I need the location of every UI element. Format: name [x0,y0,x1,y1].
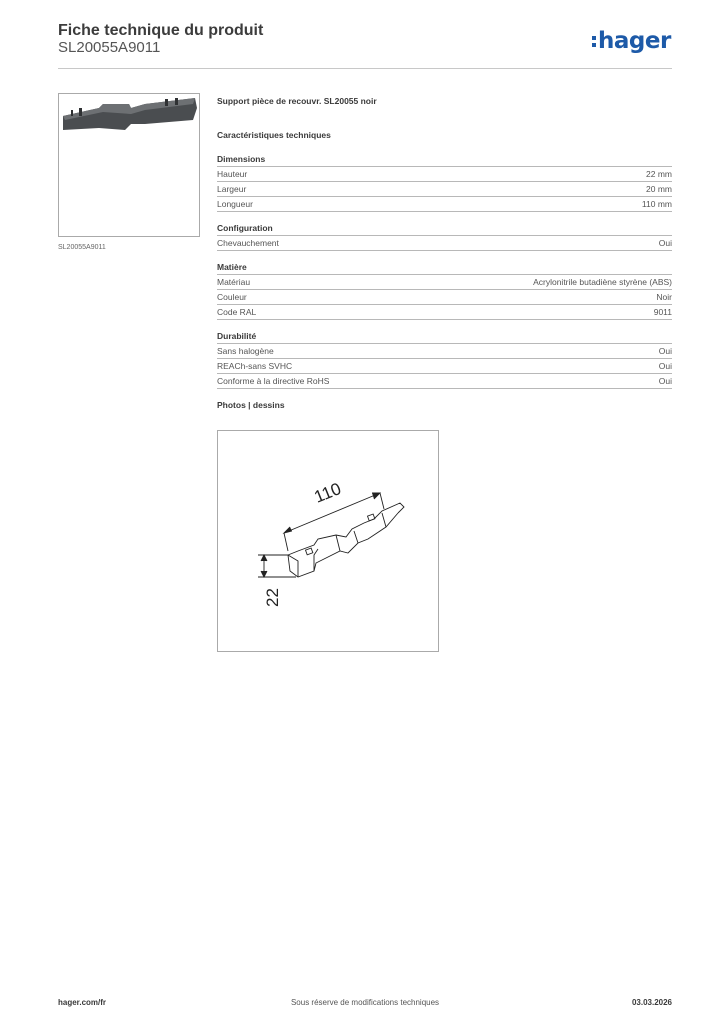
dimension-length-label: 110 [311,478,344,507]
spec-row [217,358,672,373]
spec-row [217,166,672,181]
spec-row [217,343,672,358]
spec-value: Acrylonitrile butadiène styrène (ABS) [533,277,672,287]
page-title: Fiche technique du produit [58,22,264,39]
section-title: Configuration [217,223,273,233]
technical-characteristics-heading: Caractéristiques techniques [217,130,331,140]
spec-label: Matériau [217,277,251,287]
spec-value: 20 mm [646,184,672,194]
spec-value: Oui [658,346,672,356]
hager-logo [592,27,671,55]
thumbnail-caption: SL20055A9011 [58,244,106,251]
section-title: Matière [217,262,247,272]
spec-row [217,196,672,212]
spec-value: 22 mm [646,169,672,179]
dimension-height-label: 22 [263,588,282,607]
header-divider [58,68,672,69]
spec-row [217,304,672,320]
section-durability [217,331,672,389]
spec-row [217,289,672,304]
spec-row [217,274,672,289]
spec-value: 9011 [653,307,672,317]
product-photo-image [59,94,199,236]
spec-label: Code RAL [217,307,257,317]
spec-label: Hauteur [217,169,248,179]
product-thumbnail [58,93,200,237]
spec-row [217,235,672,251]
section-title: Durabilité [217,331,257,341]
spec-label: Chevauchement [217,238,279,248]
logo-text: hager [598,28,671,54]
technical-drawing [217,430,439,652]
section-configuration [217,223,672,251]
photos-heading: Photos | dessins [217,400,285,410]
spec-value: 110 mm [641,199,672,209]
spec-value: Oui [658,238,672,248]
spec-label: Conforme à la directive RoHS [217,376,330,386]
dimension-drawing-image [218,431,438,651]
section-material [217,262,672,320]
footer-notice: Sous réserve de modifications techniques [290,998,440,1007]
spec-value: Oui [658,376,672,386]
spec-row [217,373,672,389]
spec-label: Couleur [217,292,247,302]
spec-row [217,181,672,196]
product-reference: SL20055A9011 [58,39,161,56]
section-title: Dimensions [217,154,266,164]
footer-date: 03.03.2026 [631,998,672,1007]
product-details [217,96,672,410]
spec-value: Noir [656,292,672,302]
footer-website-link[interactable]: hager.com/fr [58,998,107,1007]
product-name: Support pièce de recouvr. SL20055 noir [217,96,377,106]
spec-label: Largeur [217,184,247,194]
spec-label: Longueur [217,199,253,209]
logo-dots-icon [592,34,596,48]
spec-label: Sans halogène [217,346,274,356]
section-dimensions [217,154,672,212]
spec-value: Oui [658,361,672,371]
spec-label: REACh-sans SVHC [217,361,293,371]
